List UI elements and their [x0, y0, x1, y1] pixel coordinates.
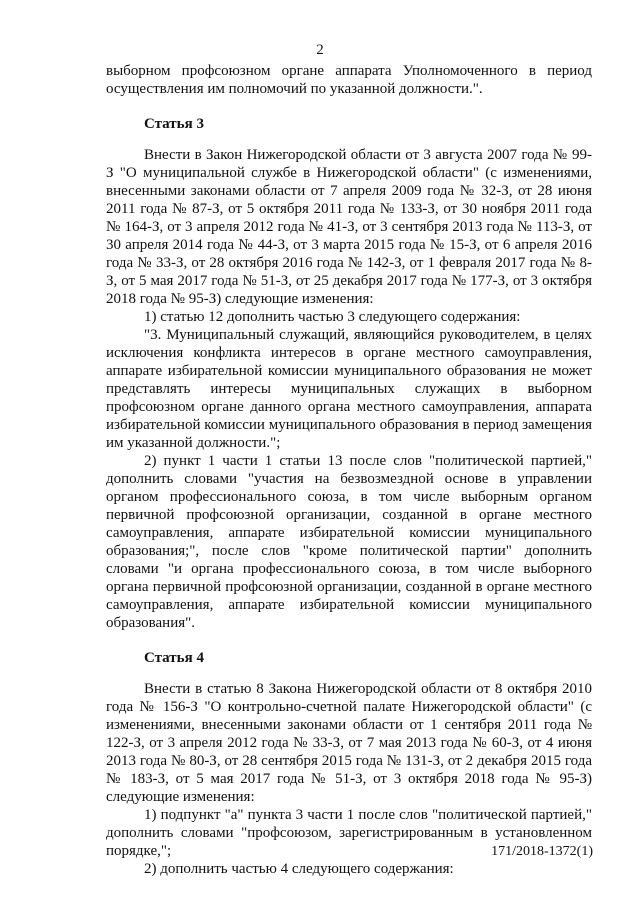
spacer	[106, 632, 592, 649]
article-4-paragraph: 2) дополнить частью 4 следующего содержания:	[144, 861, 454, 877]
article-4-paragraph: 1) подпункт "а" пункта 3 части 1 после слов "политической партией," дополнить словами "профсоюзом, зарегистрированным в установленном порядке,";	[106, 807, 592, 859]
intro-continuation-paragraph: выборном профсоюзном органе аппарата Уполномоченного в период осуществления им полномочий по указанной должности.".	[106, 63, 592, 97]
article-3-paragraph: 1) статью 12 дополнить частью 3 следующего содержания:	[144, 309, 521, 325]
page-number: 2	[316, 42, 324, 58]
document-body	[106, 62, 592, 878]
article-4-heading: Статья 4	[144, 650, 204, 666]
spacer	[106, 98, 592, 115]
article-3-paragraph: Внести в Закон Нижегородской области от 3 августа 2007 года № 99-З "О муниципальной службе в Нижегородской области" (с изменениями, внесенными законами области от 7 апреля 2009 года № 32-З, от 28 июня 2011 года № 87-З, от 5 октября 2011 года № 133-З, от 30 ноября 2011 года № 164-З, от 3 апреля 2012 года № 41-З, от 3 сентября 2013 года № 113-З, от 30 апреля 2014 года № 44-З, от 3 марта 2015 года № 15-З, от 6 апреля 2016 года № 33-З, от 28 октября 2016 года № 142-З, от 1 февраля 2017 года № 8-З, от 5 мая 2017 года № 51-З, от 25 декабря 2017 года № 177-З, от 3 октября 2018 года № 95-З) следующие изменения:	[106, 147, 592, 307]
spacer	[106, 667, 592, 680]
document-code: 171/2018-1372(1)	[491, 844, 593, 859]
article-3-paragraph: "3. Муниципальный служащий, являющийся руководителем, в целях исключения конфликта интересов в органе местного самоуправления, аппарате избирательной комиссии муниципального образования не может представлять интересы муниципальных служащих в выборном профсоюзном органе данного органа местного самоуправления, аппарата избирательной комиссии муниципального образования в период замещения им указанной должности.";	[106, 327, 592, 451]
article-3-heading: Статья 3	[144, 116, 204, 132]
article-3-paragraph: 2) пункт 1 части 1 статьи 13 после слов "политической партией," дополнить словами "участия на безвозмездной основе в управлении органом профессионального союза, в том числе выборным органом первичной профсоюзной организации, созданной в органе местного самоуправления, аппарате избирательной комиссии муниципального образования;", после слов "кроме политической партии" дополнить словами "и органа профессионального союза, в том числе выборного органа первичной профсоюзной организации, созданной в органе местного самоуправления, аппарате избирательной комиссии муниципального образования".	[106, 453, 592, 631]
article-4-paragraph: Внести в статью 8 Закона Нижегородской области от 8 октября 2010 года № 156-З "О контрольно-счетной палате Нижегородской области" (с изменениями, внесенными законами области от 1 сентября 2011 года № 122-З, от 3 апреля 2012 года № 33-З, от 7 мая 2013 года № 60-З, от 4 июня 2013 года № 80-З, от 28 сентября 2015 года № 131-З, от 2 декабря 2015 года № 183-З, от 5 мая 2017 года № 51-З, от 3 октября 2018 года № 95-З) следующие изменения:	[106, 681, 592, 805]
spacer	[106, 133, 592, 146]
